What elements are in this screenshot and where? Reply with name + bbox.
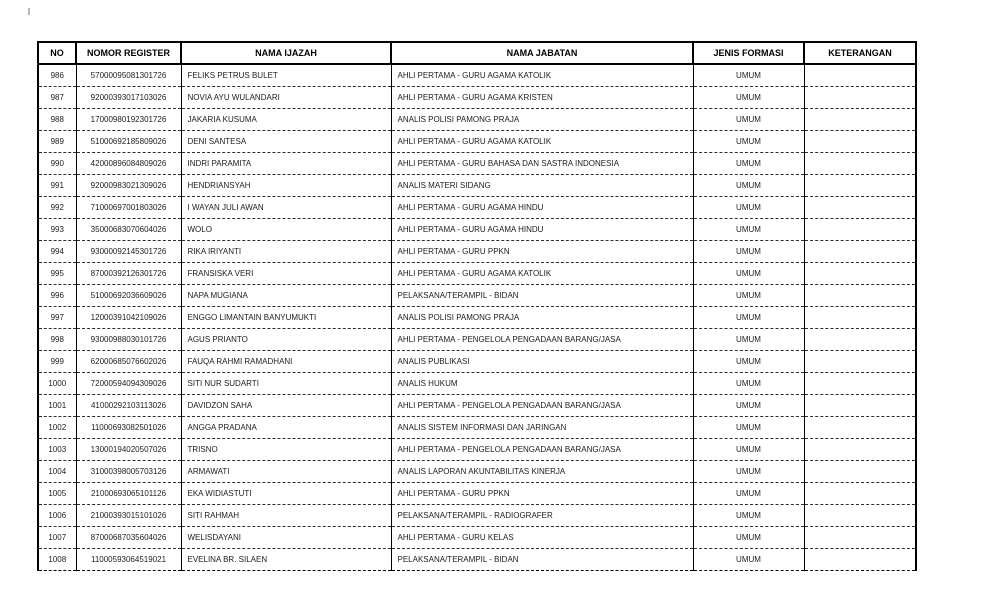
cell-no: 1007 xyxy=(38,527,76,549)
cell-keterangan xyxy=(804,285,916,307)
cell-formasi: UMUM xyxy=(693,483,804,505)
table-row xyxy=(38,285,916,307)
cell-jabatan: ANALIS POLISI PAMONG PRAJA xyxy=(391,109,693,131)
cell-keterangan xyxy=(804,64,916,87)
cell-keterangan xyxy=(804,373,916,395)
cell-jabatan: PELAKSANA/TERAMPIL - RADIOGRAFER xyxy=(391,505,693,527)
table-body xyxy=(38,64,916,571)
cell-keterangan xyxy=(804,461,916,483)
cell-formasi: UMUM xyxy=(693,417,804,439)
cell-jabatan: AHLI PERTAMA - PENGELOLA PENGADAAN BARANG/JASA xyxy=(391,329,693,351)
cell-keterangan xyxy=(804,175,916,197)
cell-register: 11000693082501026 xyxy=(76,417,181,439)
cell-ijazah: WELISDAYANI xyxy=(181,527,391,549)
table-row xyxy=(38,109,916,131)
cell-formasi: UMUM xyxy=(693,219,804,241)
cell-formasi: UMUM xyxy=(693,197,804,219)
table-row xyxy=(38,461,916,483)
cell-jabatan: AHLI PERTAMA - GURU AGAMA HINDU xyxy=(391,197,693,219)
cell-formasi: UMUM xyxy=(693,329,804,351)
cell-formasi: UMUM xyxy=(693,373,804,395)
cell-register: 17000980192301726 xyxy=(76,109,181,131)
cell-register: 71000697001803026 xyxy=(76,197,181,219)
cell-ijazah: WOLO xyxy=(181,219,391,241)
cell-formasi: UMUM xyxy=(693,549,804,571)
cell-register: 92000393017103026 xyxy=(76,87,181,109)
cell-ijazah: NAPA MUGIANA xyxy=(181,285,391,307)
cell-formasi: UMUM xyxy=(693,64,804,87)
header-ijazah: NAMA IJAZAH xyxy=(181,42,391,64)
cell-register: 21000693065101126 xyxy=(76,483,181,505)
cell-no: 993 xyxy=(38,219,76,241)
cell-ijazah: TRISNO xyxy=(181,439,391,461)
cell-no: 1005 xyxy=(38,483,76,505)
cell-register: 13000194020507026 xyxy=(76,439,181,461)
cell-ijazah: DAVIDZON SAHA xyxy=(181,395,391,417)
cell-no: 998 xyxy=(38,329,76,351)
table-row xyxy=(38,373,916,395)
cell-jabatan: AHLI PERTAMA - GURU AGAMA KRISTEN xyxy=(391,87,693,109)
cell-keterangan xyxy=(804,395,916,417)
cell-jabatan: AHLI PERTAMA - GURU PPKN xyxy=(391,241,693,263)
cell-formasi: UMUM xyxy=(693,395,804,417)
cell-no: 994 xyxy=(38,241,76,263)
table-row xyxy=(38,417,916,439)
cell-no: 1008 xyxy=(38,549,76,571)
cell-register: 11000593064519021 xyxy=(76,549,181,571)
cell-formasi: UMUM xyxy=(693,175,804,197)
cell-formasi: UMUM xyxy=(693,461,804,483)
cell-keterangan xyxy=(804,549,916,571)
cell-ijazah: I WAYAN JULI AWAN xyxy=(181,197,391,219)
cell-keterangan xyxy=(804,131,916,153)
cell-register: 62000685076602026 xyxy=(76,351,181,373)
cell-jabatan: AHLI PERTAMA - PENGELOLA PENGADAAN BARANG/JASA xyxy=(391,395,693,417)
cell-jabatan: ANALIS LAPORAN AKUNTABILITAS KINERJA xyxy=(391,461,693,483)
cell-no: 1001 xyxy=(38,395,76,417)
cell-register: 87000392126301726 xyxy=(76,263,181,285)
cell-no: 992 xyxy=(38,197,76,219)
cell-register: 35000683070604026 xyxy=(76,219,181,241)
cell-jabatan: AHLI PERTAMA - GURU AGAMA HINDU xyxy=(391,219,693,241)
cell-keterangan xyxy=(804,483,916,505)
cell-jabatan: AHLI PERTAMA - GURU KELAS xyxy=(391,527,693,549)
cell-keterangan xyxy=(804,439,916,461)
table-row xyxy=(38,197,916,219)
cell-jabatan: AHLI PERTAMA - GURU AGAMA KATOLIK xyxy=(391,263,693,285)
cell-no: 1003 xyxy=(38,439,76,461)
register-table xyxy=(37,41,917,571)
header-jabatan: NAMA JABATAN xyxy=(391,42,693,64)
cell-keterangan xyxy=(804,109,916,131)
cell-formasi: UMUM xyxy=(693,439,804,461)
cell-no: 986 xyxy=(38,64,76,87)
header-no: NO xyxy=(38,42,76,64)
cell-register: 57000095081301726 xyxy=(76,64,181,87)
cell-keterangan xyxy=(804,241,916,263)
cell-keterangan xyxy=(804,329,916,351)
table-row xyxy=(38,241,916,263)
cell-ijazah: RIKA IRIYANTI xyxy=(181,241,391,263)
cell-jabatan: ANALIS SISTEM INFORMASI DAN JARINGAN xyxy=(391,417,693,439)
cell-no: 988 xyxy=(38,109,76,131)
cell-no: 997 xyxy=(38,307,76,329)
cell-formasi: UMUM xyxy=(693,153,804,175)
cell-formasi: UMUM xyxy=(693,87,804,109)
table-row xyxy=(38,263,916,285)
table-header xyxy=(38,42,916,64)
cell-keterangan xyxy=(804,153,916,175)
cell-keterangan xyxy=(804,505,916,527)
table-row xyxy=(38,131,916,153)
cell-jabatan: ANALIS MATERI SIDANG xyxy=(391,175,693,197)
table-row xyxy=(38,395,916,417)
cell-jabatan: ANALIS PUBLIKASI xyxy=(391,351,693,373)
header-register: NOMOR REGISTER xyxy=(76,42,181,64)
cell-keterangan xyxy=(804,527,916,549)
cell-keterangan xyxy=(804,197,916,219)
table-row xyxy=(38,219,916,241)
cell-ijazah: FRANSISKA VERI xyxy=(181,263,391,285)
cell-ijazah: DENI SANTESA xyxy=(181,131,391,153)
cell-register: 51000692185809026 xyxy=(76,131,181,153)
cell-no: 995 xyxy=(38,263,76,285)
cell-no: 987 xyxy=(38,87,76,109)
cell-jabatan: AHLI PERTAMA - GURU BAHASA DAN SASTRA INDONESIA xyxy=(391,153,693,175)
table-row xyxy=(38,505,916,527)
table-row xyxy=(38,175,916,197)
cell-no: 1000 xyxy=(38,373,76,395)
cell-no: 1006 xyxy=(38,505,76,527)
cell-keterangan xyxy=(804,417,916,439)
cell-keterangan xyxy=(804,263,916,285)
header-keterangan: KETERANGAN xyxy=(804,42,916,64)
cell-formasi: UMUM xyxy=(693,307,804,329)
cell-formasi: UMUM xyxy=(693,505,804,527)
header-formasi: JENIS FORMASI xyxy=(693,42,804,64)
table-row xyxy=(38,153,916,175)
cell-register: 87000687035604026 xyxy=(76,527,181,549)
table-row xyxy=(38,483,916,505)
cell-ijazah: SITI RAHMAH xyxy=(181,505,391,527)
table-row xyxy=(38,87,916,109)
cell-jabatan: AHLI PERTAMA - GURU AGAMA KATOLIK xyxy=(391,64,693,87)
cell-ijazah: ANGGA PRADANA xyxy=(181,417,391,439)
page-edge-artifact xyxy=(28,8,30,15)
cell-formasi: UMUM xyxy=(693,351,804,373)
cell-ijazah: FAUQA RAHMI RAMADHANI xyxy=(181,351,391,373)
cell-ijazah: ENGGO LIMANTAIN BANYUMUKTI xyxy=(181,307,391,329)
cell-register: 21000393015101026 xyxy=(76,505,181,527)
cell-jabatan: PELAKSANA/TERAMPIL - BIDAN xyxy=(391,549,693,571)
cell-ijazah: NOVIA AYU WULANDARI xyxy=(181,87,391,109)
cell-register: 92000983021309026 xyxy=(76,175,181,197)
cell-formasi: UMUM xyxy=(693,109,804,131)
cell-register: 42000896084809026 xyxy=(76,153,181,175)
table-row xyxy=(38,307,916,329)
cell-keterangan xyxy=(804,351,916,373)
cell-ijazah: INDRI PARAMITA xyxy=(181,153,391,175)
cell-keterangan xyxy=(804,307,916,329)
table-row xyxy=(38,527,916,549)
cell-register: 93000092145301726 xyxy=(76,241,181,263)
cell-no: 989 xyxy=(38,131,76,153)
cell-jabatan: AHLI PERTAMA - GURU PPKN xyxy=(391,483,693,505)
cell-jabatan: AHLI PERTAMA - PENGELOLA PENGADAAN BARANG/JASA xyxy=(391,439,693,461)
cell-keterangan xyxy=(804,219,916,241)
cell-ijazah: EKA WIDIASTUTI xyxy=(181,483,391,505)
cell-register: 41000292103113026 xyxy=(76,395,181,417)
cell-no: 999 xyxy=(38,351,76,373)
table-row xyxy=(38,549,916,571)
cell-ijazah: SITI NUR SUDARTI xyxy=(181,373,391,395)
cell-jabatan: ANALIS HUKUM xyxy=(391,373,693,395)
cell-no: 1004 xyxy=(38,461,76,483)
cell-ijazah: EVELINA BR. SILAEN xyxy=(181,549,391,571)
cell-register: 72000594094309026 xyxy=(76,373,181,395)
table-row xyxy=(38,329,916,351)
cell-ijazah: JAKARIA KUSUMA xyxy=(181,109,391,131)
cell-jabatan: PELAKSANA/TERAMPIL - BIDAN xyxy=(391,285,693,307)
table-row xyxy=(38,439,916,461)
cell-no: 996 xyxy=(38,285,76,307)
cell-formasi: UMUM xyxy=(693,241,804,263)
table-row xyxy=(38,64,916,87)
cell-ijazah: AGUS PRIANTO xyxy=(181,329,391,351)
cell-ijazah: ARMAWATI xyxy=(181,461,391,483)
cell-keterangan xyxy=(804,87,916,109)
table-header-row xyxy=(38,42,916,64)
cell-jabatan: ANALIS POLISI PAMONG PRAJA xyxy=(391,307,693,329)
cell-formasi: UMUM xyxy=(693,285,804,307)
cell-no: 991 xyxy=(38,175,76,197)
cell-formasi: UMUM xyxy=(693,131,804,153)
table-row xyxy=(38,351,916,373)
cell-ijazah: HENDRIANSYAH xyxy=(181,175,391,197)
cell-ijazah: FELIKS PETRUS BULET xyxy=(181,64,391,87)
cell-no: 1002 xyxy=(38,417,76,439)
cell-jabatan: AHLI PERTAMA - GURU AGAMA KATOLIK xyxy=(391,131,693,153)
cell-formasi: UMUM xyxy=(693,263,804,285)
cell-register: 51000692036609026 xyxy=(76,285,181,307)
cell-register: 12000391042109026 xyxy=(76,307,181,329)
cell-register: 93000988030101726 xyxy=(76,329,181,351)
cell-register: 31000398005703126 xyxy=(76,461,181,483)
cell-formasi: UMUM xyxy=(693,527,804,549)
cell-no: 990 xyxy=(38,153,76,175)
